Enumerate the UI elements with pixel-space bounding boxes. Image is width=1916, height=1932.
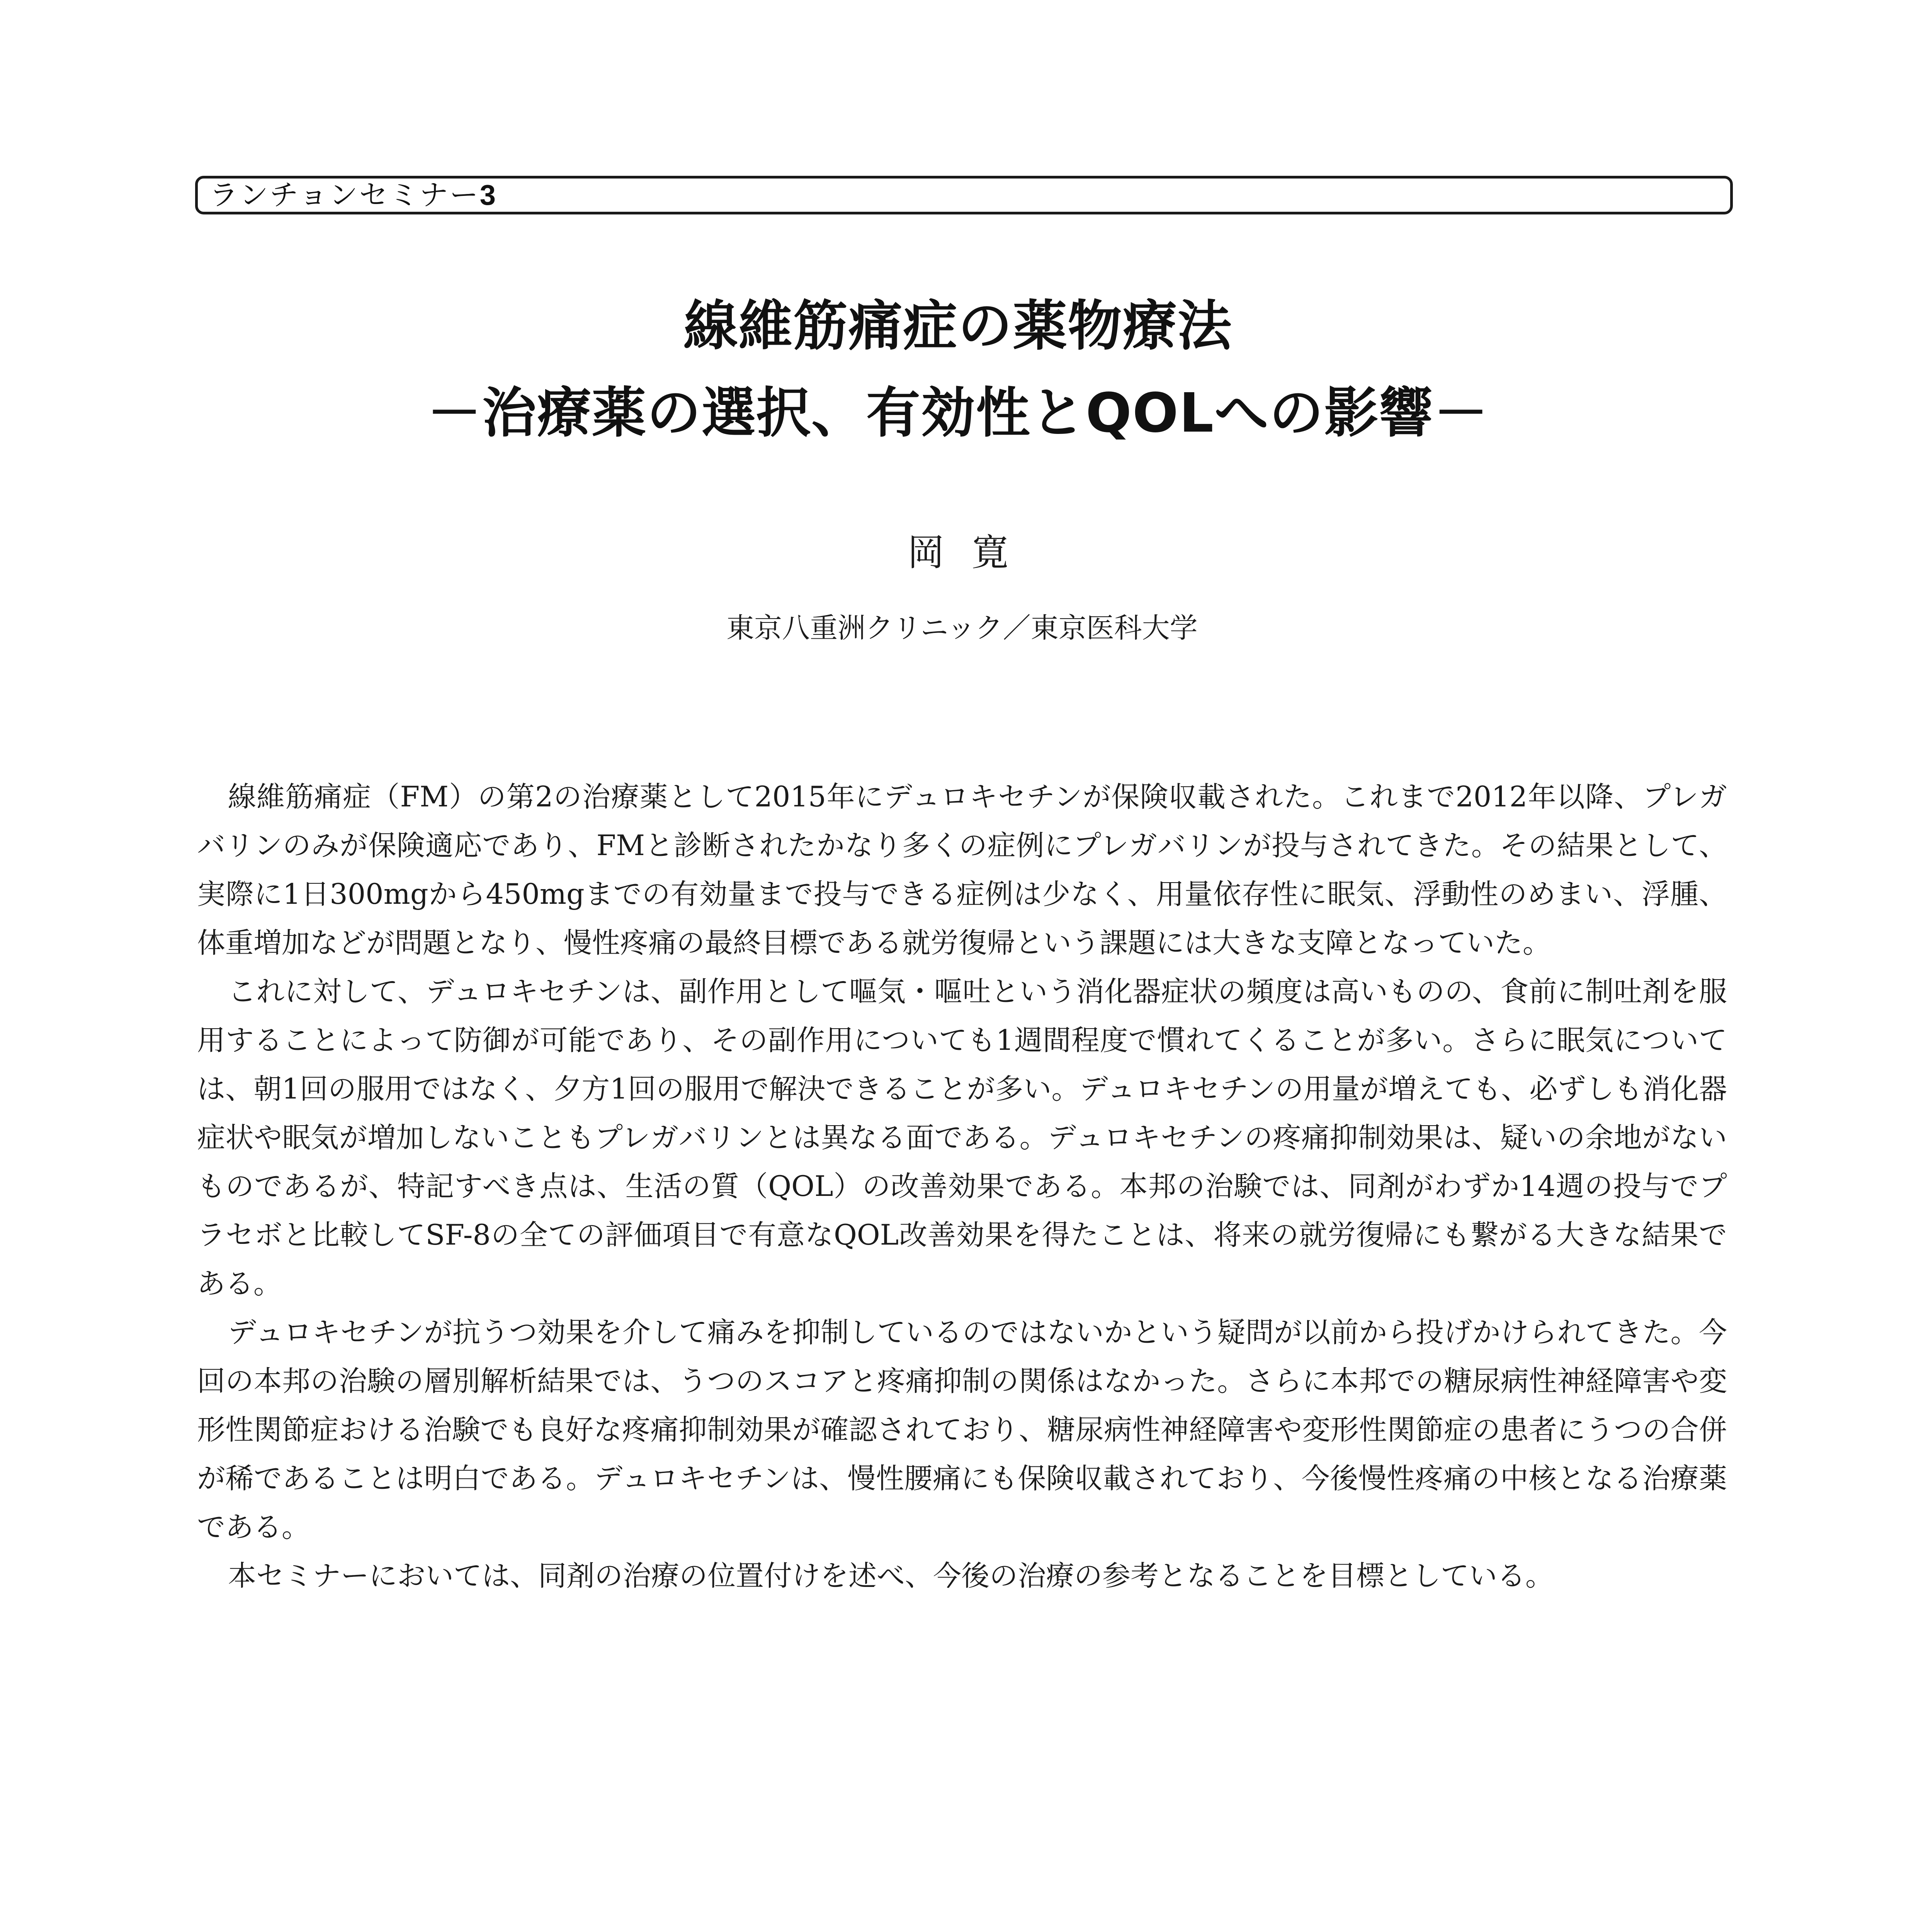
section-tag xyxy=(195,176,1733,214)
author-name: 岡寛 xyxy=(907,531,1036,574)
paragraph: これに対して、デュロキセチンは、副作用として嘔気・嘔吐という消化器症状の頻度は高いものの、食前に制吐剤を服用することによって防御が可能であり、その副作用についても1週間程度で慣れてくることが多い。さらに眠気については、朝1回の服用ではなく、夕方1回の服用で解決できることが多い。デュロキセチンの用量が増えても、必ずしも消化器症状や眠気が増加しないこともプレガバリンとは異なる面である。デュロキセチンの疼痛抑制効果は、疑いの余地がないものであるが、特記すべき点は、生活の質（QOL）の改善効果である。本邦の治験では、同剤がわずか14週の投与でプラセボと比較してSF-8の全ての評価項目で有意なQOL改善効果を得たことは、将来の就労復帰にも繋がる大きな結果である。 xyxy=(197,975,1727,1300)
paragraph: デュロキセチンが抗うつ効果を介して痛みを抑制しているのではないかという疑問が以前から投げかけられてきた。今回の本邦の治験の層別解析結果では、うつのスコアと疼痛抑制の関係はなかった。さらに本邦での糖尿病性神経障害や変形性関節症おける治験でも良好な疼痛抑制効果が確認されており、糖尿病性神経障害や変形性関節症の患者にうつの合併が稀であることは明白である。デュロキセチンは、慢性腰痛にも保険収載されており、今後慢性疼痛の中核となる治療薬である。 xyxy=(197,1316,1727,1544)
author-affiliation: 東京八重洲クリニック／東京医科大学 xyxy=(726,612,1198,644)
article-title: 線維筋痛症の薬物療法 xyxy=(683,295,1233,358)
paragraph: 本セミナーにおいては、同剤の治療の位置付けを述べ、今後の治療の参考となることを目標としている。 xyxy=(228,1560,1554,1592)
section-tag-number: 3 xyxy=(479,179,497,211)
paragraph: 線維筋痛症（FM）の第2の治療薬として2015年にデュロキセチンが保険収載された。これまで2012年以降、プレガバリンのみが保険適応であり、FMと診断されたかなり多くの症例にプレガバリンが投与されてきた。その結果として、実際に1日300mgから450mgまでの有効量まで投与できる症例は少なく、用量依存性に眠気、浮動性のめまい、浮腫、体重増加などが問題となり、慢性疼痛の最終目標である就労復帰という課題には大きな支障となっていた。 xyxy=(197,781,1727,959)
article-subtitle: －治療薬の選択、有効性とQOLへの影響－ xyxy=(427,382,1489,445)
abstract-body xyxy=(197,773,1727,1600)
section-tag-label xyxy=(209,179,497,211)
section-tag-text: ランチョンセミナー xyxy=(209,179,480,211)
